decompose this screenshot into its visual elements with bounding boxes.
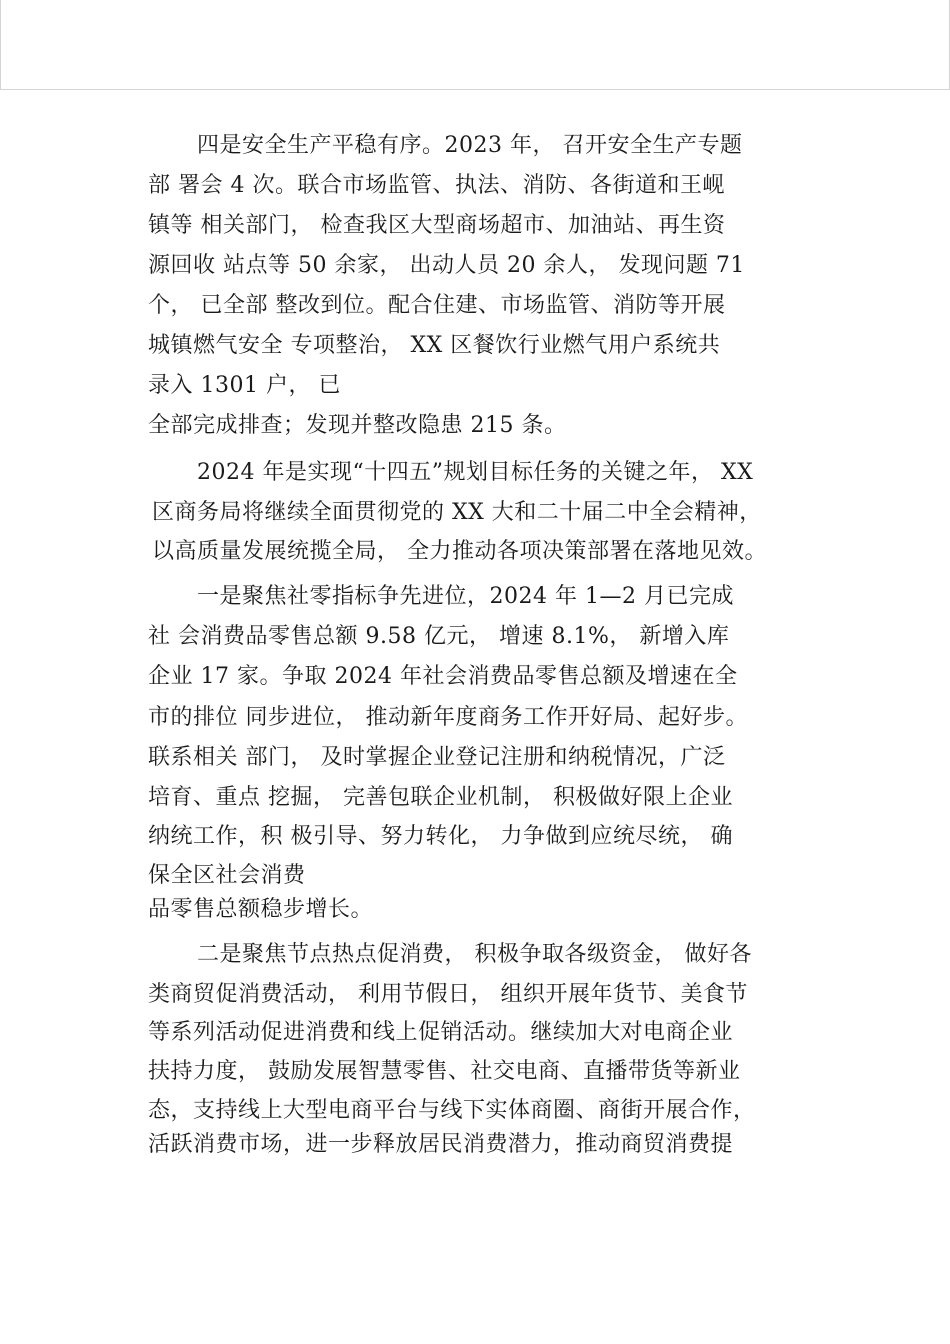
- paragraph-outlook-line-2: 区商务局将继续全面贯彻党的 XX 大和二十届二中全会精神，: [152, 500, 762, 525]
- paragraph-safety-line-2: 部 署会 4 次。联合市场监管、执法、消防、各街道和王岘: [148, 173, 725, 198]
- paragraph-retail-line-2: 社 会消费品零售总额 9.58 亿元， 增速 8.1%， 新增入库: [148, 624, 730, 649]
- paragraph-safety-line-6: 城镇燃气安全 专项整治， XX 区餐饮行业燃气用户系统共: [148, 333, 721, 358]
- paragraph-safety-line-5: 个， 已全部 整改到位。配合住建、市场监管、消防等开展: [148, 293, 726, 318]
- paragraph-retail-line-5: 联系相关 部门， 及时掌握企业登记注册和纳税情况，广泛: [148, 745, 726, 770]
- paragraph-safety-line-1: 四是安全生产平稳有序。2023 年， 召开安全生产专题: [197, 133, 743, 158]
- paragraph-consumption-line-1: 二是聚焦节点热点促消费， 积极争取各级资金， 做好各: [197, 942, 752, 967]
- paragraph-consumption-line-5: 态，支持线上大型电商平台与线下实体商圈、商街开展合作，: [148, 1098, 756, 1123]
- paragraph-retail-line-6: 培育、重点 挖掘， 完善包联企业机制， 积极做好限上企业: [148, 785, 733, 810]
- paragraph-safety-line-4: 源回收 站点等 50 余家， 出动人员 20 余人， 发现问题 71: [148, 253, 745, 278]
- paragraph-safety-line-3: 镇等 相关部门， 检查我区大型商场超市、加油站、再生资: [148, 213, 726, 238]
- paragraph-consumption-line-3: 等系列活动促进消费和线上促销活动。继续加大对电商企业: [148, 1020, 734, 1045]
- paragraph-safety-line-8: 全部完成排查；发现并整改隐患 215 条。: [148, 413, 567, 438]
- paragraph-retail-line-8: 保全区社会消费: [148, 863, 306, 888]
- paragraph-outlook-line-1: 2024 年是实现“十四五”规划目标任务的关键之年， XX: [197, 460, 754, 485]
- paragraph-retail-line-4: 市的排位 同步进位， 推动新年度商务工作开好局、起好步。: [148, 705, 748, 730]
- paragraph-safety-line-7: 录入 1301 户， 已: [148, 373, 341, 398]
- paragraph-retail-line-7: 纳统工作，积 极引导、努力转化， 力争做到应统尽统， 确: [148, 824, 733, 849]
- paragraph-consumption-line-6: 活跃消费市场，进一步释放居民消费潜力，推动商贸消费提: [148, 1132, 734, 1157]
- paragraph-retail-line-1: 一是聚焦社零指标争先进位，2024 年 1—2 月已完成: [197, 584, 734, 609]
- paragraph-consumption-line-2: 类商贸促消费活动， 利用节假日， 组织开展年货节、美食节: [148, 982, 748, 1007]
- paragraph-consumption-line-4: 扶持力度， 鼓励发展智慧零售、社交电商、直播带货等新业: [148, 1059, 741, 1084]
- paragraph-retail-line-3: 企业 17 家。争取 2024 年社会消费品零售总额及增速在全: [148, 664, 738, 689]
- paragraph-outlook-line-3: 以高质量发展统揽全局， 全力推动各项决策部署在落地见效。: [152, 539, 767, 564]
- paragraph-retail-line-9: 品零售总额稳步增长。: [148, 897, 374, 922]
